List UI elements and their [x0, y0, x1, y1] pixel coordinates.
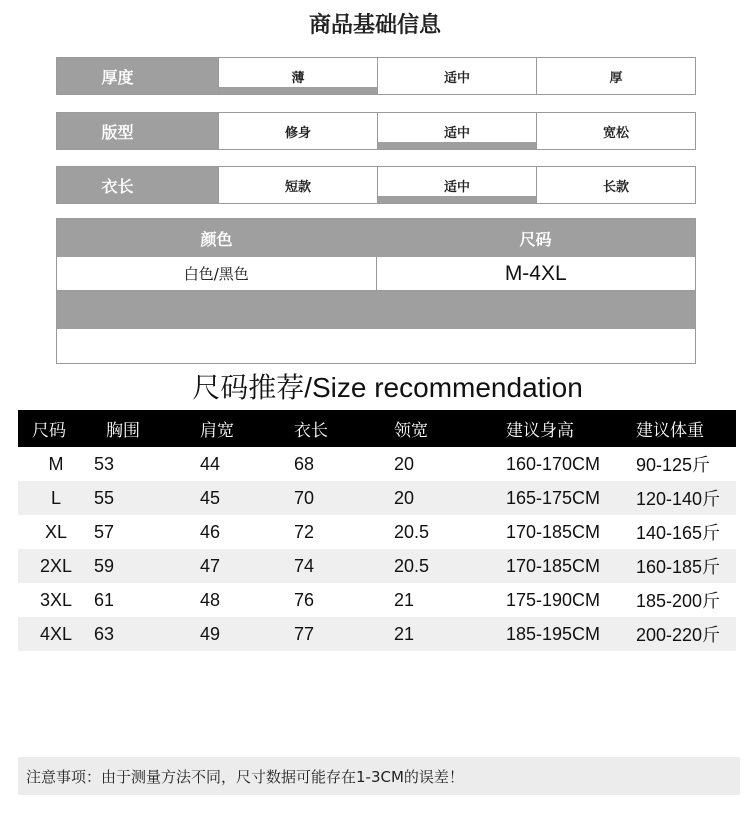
header-cell: 领宽 [394, 421, 428, 441]
attr-option: 宽松 [536, 113, 695, 149]
table-cell: 20.5 [394, 521, 430, 542]
table-cell: 55 [94, 487, 115, 508]
color-size-block [56, 218, 696, 364]
size-table [18, 410, 736, 651]
table-cell: 77 [294, 623, 315, 644]
attr-option: 修身 [218, 113, 377, 149]
table-cell: 170-185CM [506, 555, 601, 576]
table-cell: 160-170CM [506, 453, 601, 474]
table-cell: 21 [394, 589, 415, 610]
table-cell: XL [44, 521, 68, 542]
attr-option: 长款 [536, 167, 695, 203]
table-cell: 160-185斤 [636, 557, 721, 577]
table-cell: 49 [200, 623, 221, 644]
table-cell: M [48, 453, 64, 474]
table-cell: 57 [94, 521, 115, 542]
color-label: 颜色 [200, 229, 233, 249]
table-row [18, 447, 736, 481]
table-cell: 74 [294, 555, 315, 576]
table-cell: 21 [394, 623, 415, 644]
table-cell: 20.5 [394, 555, 430, 576]
table-cell: 46 [200, 521, 221, 542]
table-cell: 185-200斤 [636, 591, 721, 611]
table-cell: 63 [94, 623, 115, 644]
table-row [18, 583, 736, 617]
header-cell: 尺码 [32, 421, 66, 441]
table-cell: 70 [294, 487, 315, 508]
header-cell: 衣长 [294, 421, 328, 441]
page-title: 商品基础信息 [308, 13, 441, 38]
table-cell: 59 [94, 555, 115, 576]
attr-label: 厚度 [57, 58, 218, 94]
table-cell: 140-165斤 [636, 523, 721, 543]
table-row [18, 481, 736, 515]
table-cell: 175-190CM [506, 589, 601, 610]
table-cell: 20 [394, 487, 415, 508]
table-cell: 90-125斤 [636, 455, 711, 475]
table-cell: 47 [200, 555, 221, 576]
table-cell: 120-140斤 [636, 489, 721, 509]
selected-indicator [378, 142, 536, 149]
attr-option: 适中 [377, 113, 536, 149]
header-cell: 肩宽 [200, 421, 234, 441]
table-row [18, 549, 736, 583]
size-recommendation-title: 尺码推荐/Size recommendation [192, 372, 583, 403]
attr-option: 短款 [218, 167, 377, 203]
table-cell: 76 [294, 589, 315, 610]
table-cell: 45 [200, 487, 221, 508]
table-cell: 165-175CM [506, 487, 601, 508]
attr-option: 厚 [536, 58, 695, 94]
header-cell: 胸围 [106, 421, 140, 441]
table-row [18, 515, 736, 549]
table-cell: 20 [394, 453, 415, 474]
table-cell: 200-220斤 [636, 625, 721, 645]
header-cell: 建议体重 [636, 421, 704, 441]
header-cell: 建议身高 [506, 421, 574, 441]
table-cell: L [50, 487, 61, 508]
table-cell: 185-195CM [506, 623, 601, 644]
table-cell: 48 [200, 589, 221, 610]
attr-label: 版型 [57, 113, 218, 149]
table-cell: 68 [294, 453, 315, 474]
table-cell: 4XL [39, 623, 73, 644]
attr-option: 适中 [377, 167, 536, 203]
table-cell: 170-185CM [506, 521, 601, 542]
color-size-header [57, 219, 695, 257]
attr-row-length [56, 166, 696, 204]
table-header [18, 410, 736, 447]
attr-row-fit [56, 112, 696, 150]
measurement-note: 注意事项：由于测量方法不同，尺寸数据可能存在1-3CM的误差！ [18, 757, 740, 795]
table-cell: 3XL [39, 589, 73, 610]
selected-indicator [219, 87, 377, 94]
attr-row-thickness [56, 57, 696, 95]
table-cell: 61 [94, 589, 115, 610]
attr-option: 薄 [218, 58, 377, 94]
table-cell: 72 [294, 521, 315, 542]
attr-option: 适中 [377, 58, 536, 94]
size-range-value: M-4XL [376, 257, 696, 290]
selected-indicator [378, 196, 536, 203]
table-cell: 2XL [39, 555, 73, 576]
attr-label: 衣长 [57, 167, 218, 203]
color-value: 白色/黑色 [183, 265, 249, 283]
table-cell: 53 [94, 453, 115, 474]
color-size-values [57, 257, 695, 291]
size-label: 尺码 [519, 229, 552, 249]
divider-band [57, 291, 695, 329]
table-cell: 44 [200, 453, 221, 474]
table-row [18, 617, 736, 651]
